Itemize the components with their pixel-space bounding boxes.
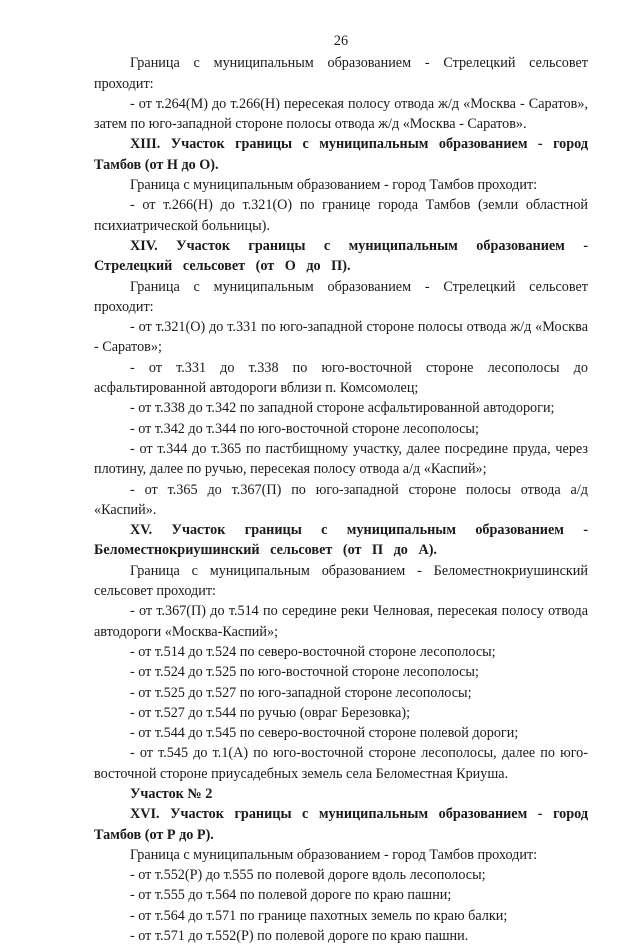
paragraph: - от т.552(Р) до т.555 по полевой дороге вдоль лесополосы; [130, 867, 486, 884]
section-heading: Участок № 2 [130, 785, 213, 802]
paragraph: - от т.555 до т.564 по полевой дороге по краю пашни; [130, 887, 452, 904]
paragraph: Граница с муниципальным образованием - город Тамбов проходит: [130, 177, 538, 194]
paragraph: - от т.527 до т.544 по ручью (овраг Березовка); [130, 704, 411, 721]
paragraph: - от т.266(Н) до т.321(О) по границе города Тамбов (земли областной психиатрической больницы). [94, 197, 588, 234]
paragraph: - от т.331 до т.338 по юго-восточной стороне лесополосы до асфальтированной автодороги вблизи п. Комсомолец; [94, 359, 588, 397]
paragraph: - от т.514 до т.524 по северо-восточной стороне лесополосы; [130, 643, 496, 660]
paragraph: - от т.544 до т.545 по северо-восточной стороне полевой дороги; [130, 725, 519, 742]
page-number: 26 [333, 33, 349, 49]
section-heading: XIV. Участок границы с муниципальным образованием - Стрелецкий сельсовет (от О до П). [94, 237, 589, 275]
paragraph: Граница с муниципальным образованием - Стрелецкий сельсовет проходит: [94, 55, 588, 92]
paragraph: - от т.264(М) до т.266(Н) пересекая полосу отвода ж/д «Москва - Саратов», затем по юго-западной стороне полосы отвода ж/д «Москва - Саратов». [94, 95, 588, 133]
paragraph: Граница с муниципальным образованием - Стрелецкий сельсовет проходит: [94, 278, 588, 315]
paragraph: - от т.321(О) до т.331 по юго-западной стороне полосы отвода ж/д «Москва - Саратов»; [94, 319, 588, 356]
paragraph: Граница с муниципальным образованием - город Тамбов проходит: [130, 846, 538, 863]
section-heading: XV. Участок границы с муниципальным образованием - Беломестнокриушинский сельсовет (от П до А). [94, 522, 588, 559]
paragraph: - от т.525 до т.527 по юго-западной стороне лесополосы; [130, 684, 472, 701]
paragraph: - от т.338 до т.342 по западной стороне асфальтированной автодороги; [130, 400, 555, 417]
section-heading: XVI. Участок границы с муниципальным образованием - город Тамбов (от Р до Р). [94, 806, 588, 843]
paragraph: Граница с муниципальным образованием - Беломестнокриушинский сельсовет проходит: [94, 562, 588, 600]
section-heading: XIII. Участок границы с муниципальным образованием - город Тамбов (от Н до О). [94, 136, 588, 173]
paragraph: - от т.571 до т.552(Р) по полевой дороге по краю пашни. [130, 928, 469, 945]
paragraph: - от т.365 до т.367(П) по юго-западной стороне полосы отвода а/д «Каспий». [94, 481, 588, 518]
paragraph: - от т.344 до т.365 по пастбищному участку, далее посредине пруда, через плотину, далее по ручью, пересекая полосу отвода а/д «Каспий»; [94, 440, 588, 478]
paragraph: - от т.342 до т.344 по юго-восточной стороне лесополосы; [130, 420, 479, 437]
paragraph: - от т.545 до т.1(А) по юго-восточной стороне лесополосы, далее по юго-восточной стороне приусадебных земель села Беломестная Криуша. [94, 745, 588, 782]
paragraph: - от т.524 до т.525 по юго-восточной стороне лесополосы; [130, 664, 479, 681]
paragraph: - от т.564 до т.571 по границе пахотных земель по краю балки; [130, 907, 508, 924]
paragraph: - от т.367(П) до т.514 по середине реки Челновая, пересекая полосу отвода автодороги «Москва-Каспий»; [94, 603, 588, 640]
